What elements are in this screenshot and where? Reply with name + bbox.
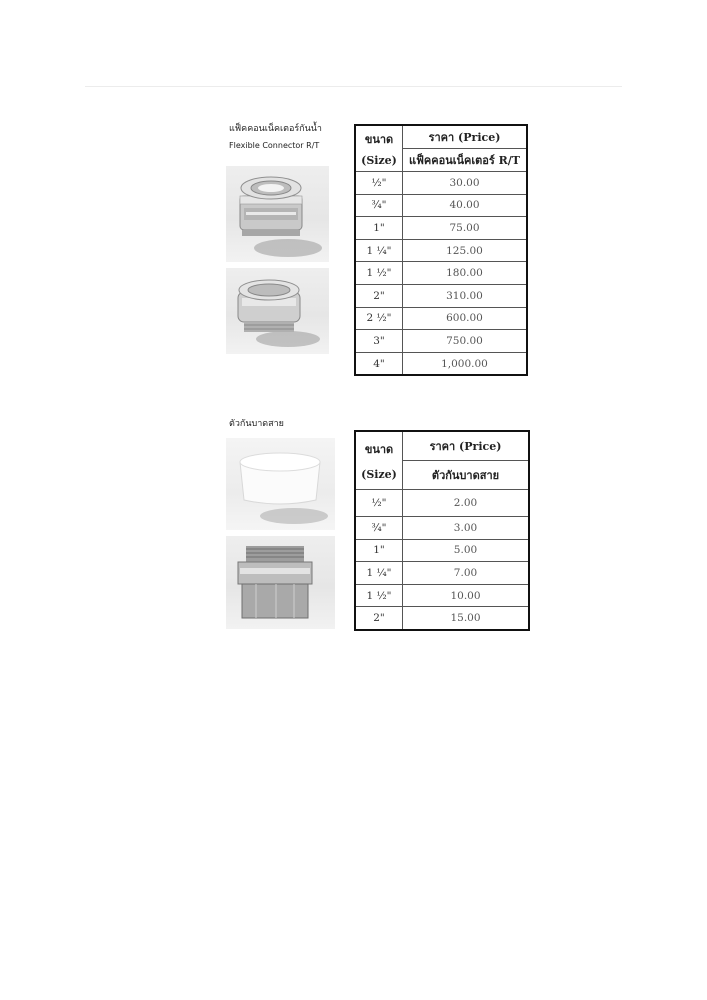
price-cell: 75.00 — [403, 217, 528, 240]
table-row — [355, 284, 527, 307]
product-column-header: ตัวกันบาดสาย — [403, 461, 530, 490]
table-row — [355, 330, 527, 353]
size-cell: 1 ½" — [355, 262, 403, 285]
table-row — [355, 352, 527, 375]
table-row — [355, 239, 527, 262]
size-header-english: (Size) — [361, 468, 397, 481]
price-cell: 310.00 — [403, 284, 528, 307]
size-cell: 2 ½" — [355, 307, 403, 330]
price-column-header: ราคา (Price) — [403, 431, 530, 461]
product-column-header: แฟ็คคอนเน็คเตอร์ R/T — [403, 149, 528, 172]
price-cell: 30.00 — [403, 172, 528, 195]
size-cell: 3" — [355, 330, 403, 353]
size-cell: ¾" — [355, 194, 403, 217]
price-cell: 7.00 — [403, 562, 530, 585]
cable-protector-photo-2 — [226, 536, 335, 629]
section-title-english: Flexible Connector R/T — [229, 141, 320, 150]
section-title-thai: แฟ็คคอนเน็คเตอร์กันน้ำ — [229, 124, 322, 134]
table-row — [355, 172, 527, 195]
price-cell: 15.00 — [403, 607, 530, 630]
flexible-connector-photo-1 — [226, 166, 329, 262]
size-cell: 1 ¼" — [355, 562, 403, 585]
price-cell: 125.00 — [403, 239, 528, 262]
page-top-rule — [85, 86, 622, 87]
size-cell: ½" — [355, 490, 403, 517]
price-cell: 600.00 — [403, 307, 528, 330]
price-cell: 3.00 — [403, 517, 530, 540]
size-cell: 4" — [355, 352, 403, 375]
size-column-header — [355, 431, 403, 490]
table-row — [355, 194, 527, 217]
size-cell: ½" — [355, 172, 403, 195]
flexible-connector-price-table — [354, 124, 528, 376]
price-cell: 180.00 — [403, 262, 528, 285]
price-cell: 10.00 — [403, 584, 530, 607]
size-header-thai: ขนาด — [364, 133, 394, 146]
table-row — [355, 307, 527, 330]
cable-protector-photo-1 — [226, 438, 335, 530]
size-cell: 2" — [355, 284, 403, 307]
size-cell: 1 ½" — [355, 584, 403, 607]
price-cell: 40.00 — [403, 194, 528, 217]
table-row — [355, 517, 529, 540]
table-row — [355, 562, 529, 585]
section-title-thai: ตัวกันบาดสาย — [229, 419, 284, 429]
size-cell: ¾" — [355, 517, 403, 540]
table-row — [355, 539, 529, 562]
size-cell: 1" — [355, 539, 403, 562]
table-row — [355, 490, 529, 517]
cable-protector-price-table — [354, 430, 530, 631]
table-row — [355, 607, 529, 630]
price-cell: 2.00 — [403, 490, 530, 517]
price-cell: 5.00 — [403, 539, 530, 562]
price-column-header: ราคา (Price) — [403, 125, 528, 149]
size-header-english: (Size) — [361, 154, 397, 167]
price-cell: 750.00 — [403, 330, 528, 353]
flexible-connector-photo-2 — [226, 268, 329, 354]
size-cell: 1 ¼" — [355, 239, 403, 262]
table-row — [355, 262, 527, 285]
size-cell: 1" — [355, 217, 403, 240]
table-row — [355, 217, 527, 240]
size-cell: 2" — [355, 607, 403, 630]
size-header-thai: ขนาด — [364, 443, 394, 456]
price-cell: 1,000.00 — [403, 352, 528, 375]
table-row — [355, 584, 529, 607]
size-column-header — [355, 125, 403, 172]
